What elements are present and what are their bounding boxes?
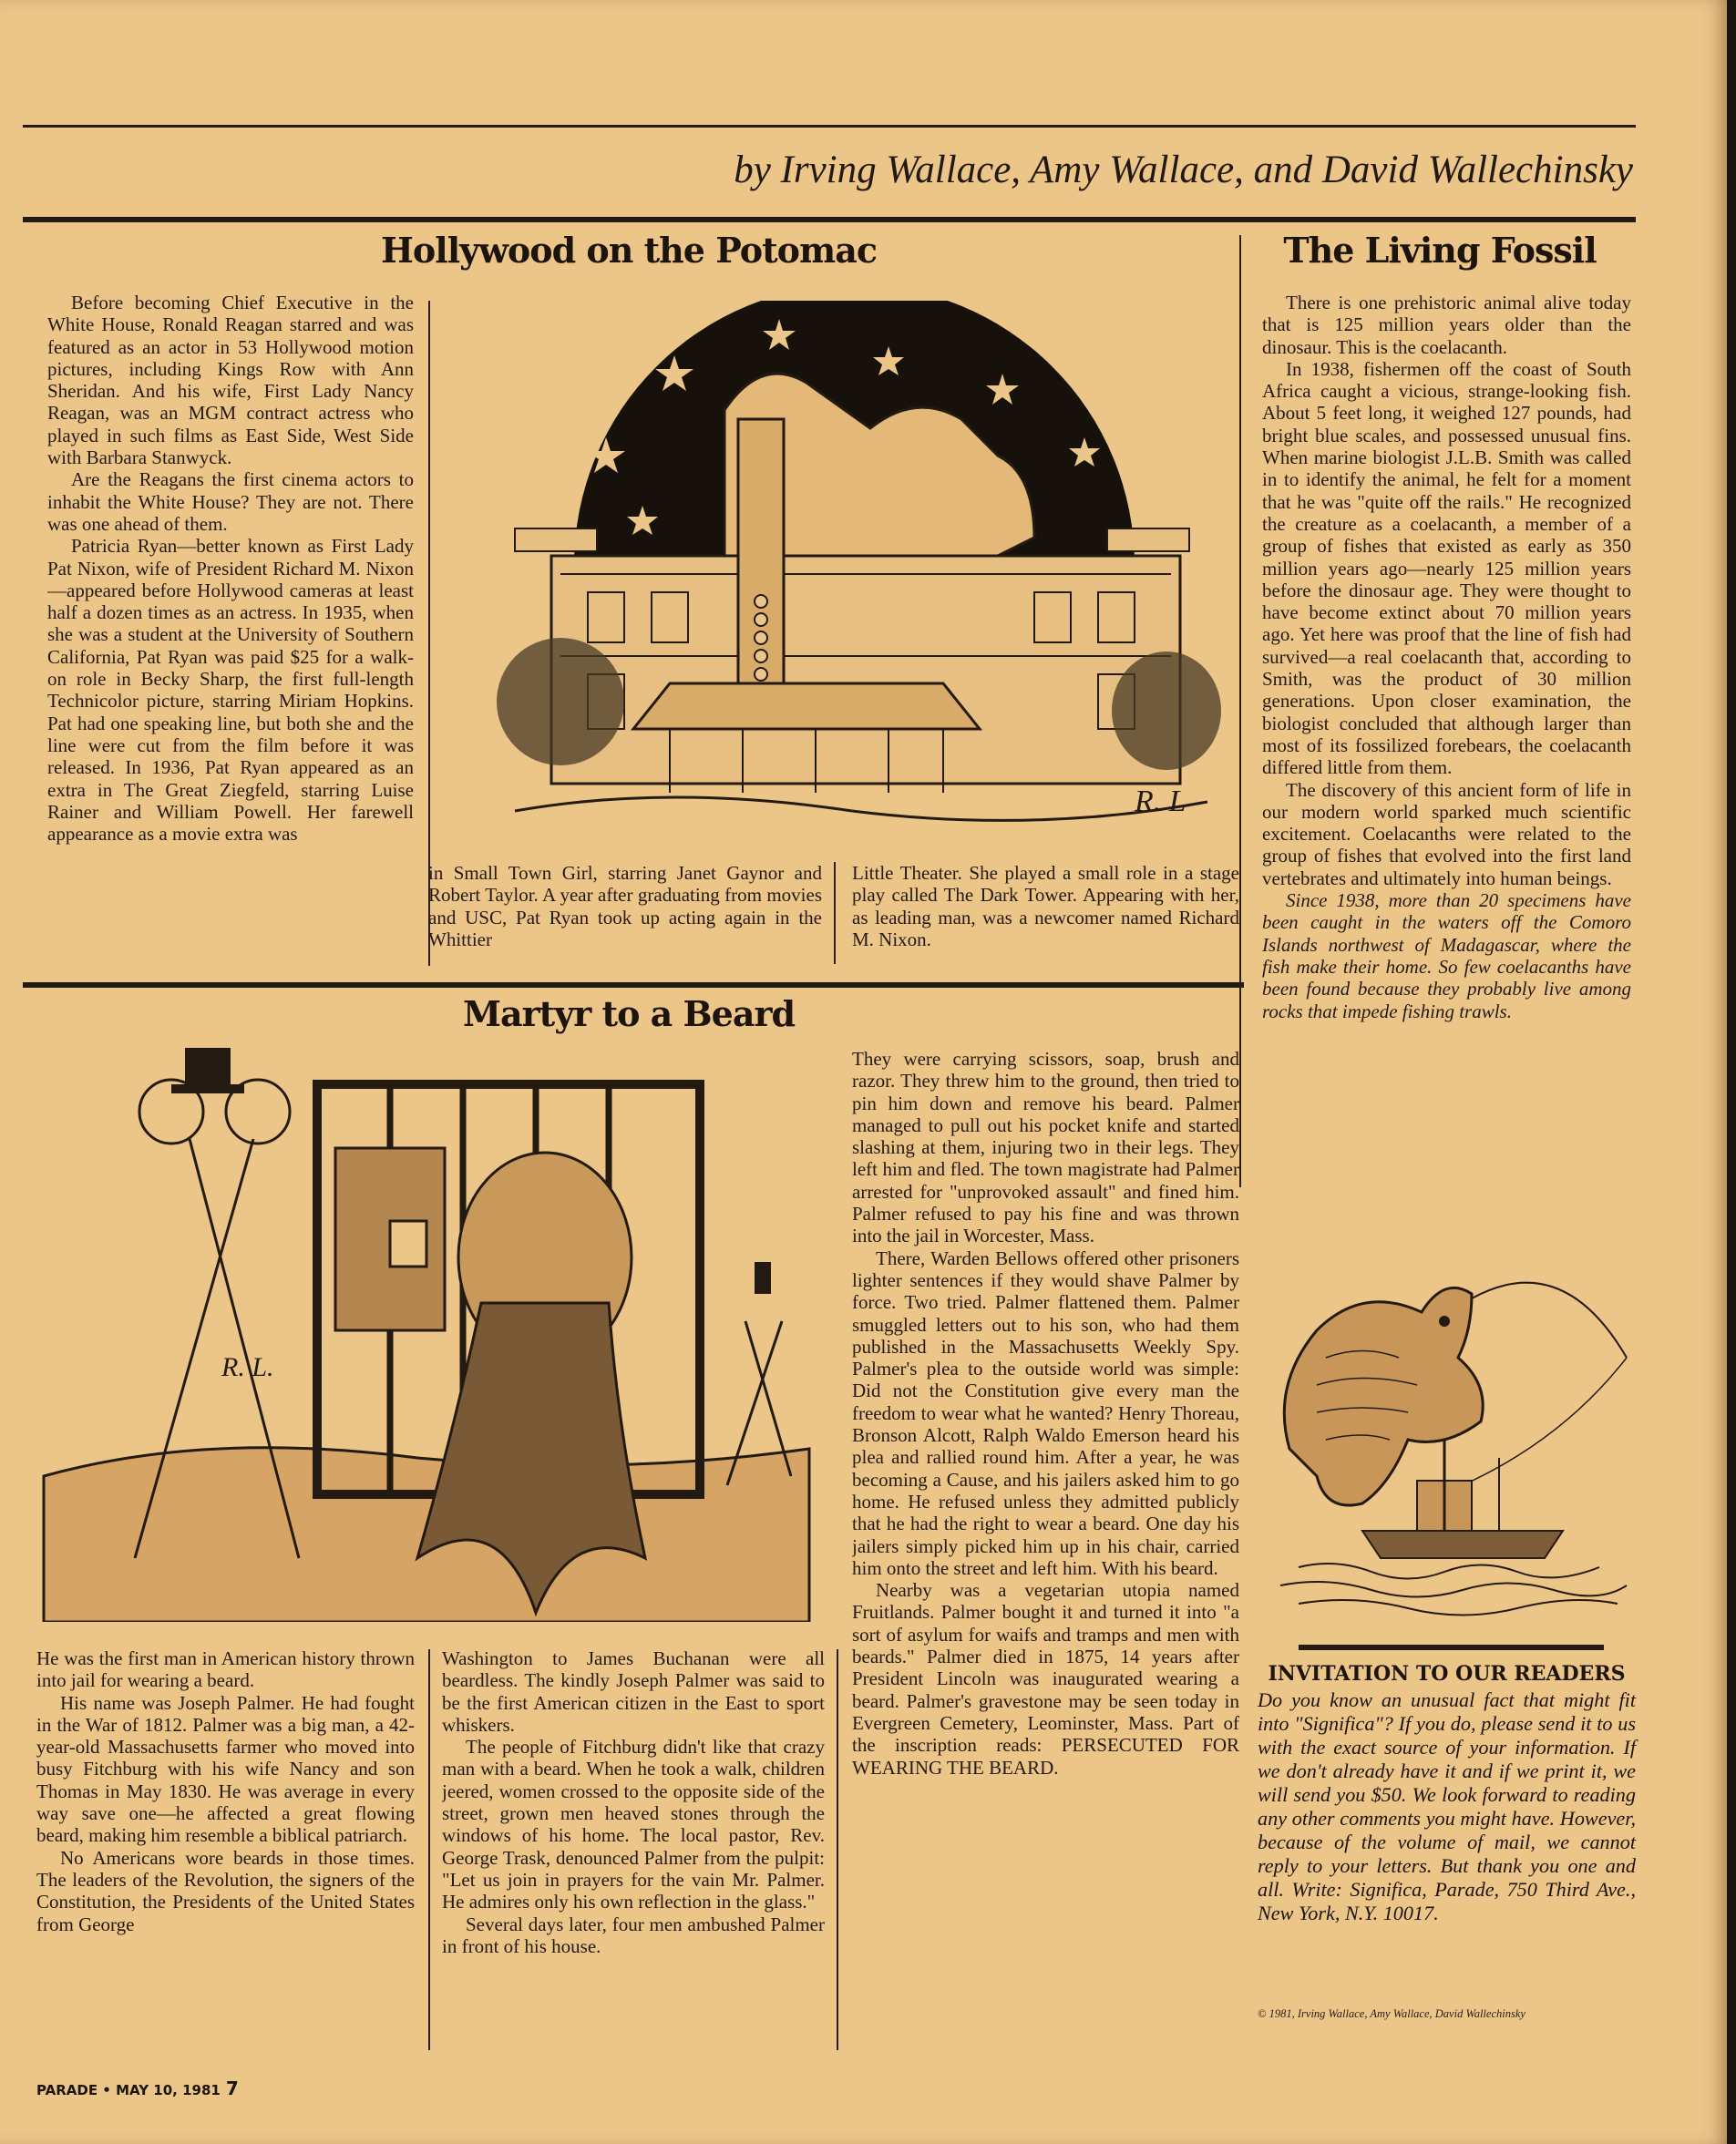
hollywood-p1: Before becoming Chief Executive in the White House, Ronald Reagan starred and was featured as an actor in 53 Hollywood motion pictures, including Kings Row with Ann Sheridan. And his wife, First Lady Nancy Reagan, was an MGM contract actress who played in such films as East Side, West Side with Barbara Stanwyck. — [47, 292, 414, 469]
beard-col1-p2: His name was Joseph Palmer. He had fought in the War of 1812. Palmer was a big man, a 42-year-old Massachusetts farmer who moved into busy Fitchburg with his wife Nancy and son Thomas in May 1830. He was average in every way save one—he affected a great flowing beard, making him resemble a biblical patriarch. — [36, 1691, 415, 1847]
fossil-divider — [1239, 235, 1241, 1187]
beard-right-p3: Nearby was a vegetarian utopia named Fruitlands. Palmer bought it and turned it into "a sort of asylum for waifs and tramps and men with beards." Palmer died in 1875, 14 years after President Lincoln was inaugurated wearing a beard. Palmer's gravestone may be seen today in Evergreen Cemetery, Leominster, Mass. Part of the inscription reads: PERSECUTED FOR WEARING THE BEARD. — [852, 1579, 1239, 1779]
hollywood-col3-text: Little Theater. She played a small role in a stage play called The Dark Tower. Appearing with her, as leading man, was a newcomer named Richard M. Nixon. — [852, 862, 1239, 950]
fossil-p3: The discovery of this ancient form of life in our modern world sparked much scientific excitement. Coelacanths were related to the group of fishes that evolved into the first land vertebrates and ultimately into human beings. — [1262, 778, 1631, 889]
byline: by Irving Wallace, Amy Wallace, and David Wallechinsky — [734, 149, 1633, 191]
beard-right-p1: They were carrying scissors, soap, brush and razor. They threw him to the ground, then tried to pin him down and remove his beard. Palmer managed to pull out his pocket knife and started slashing at them, injuring two in their legs. They left him and fled. The town magistrate had Palmer arrested for "unprovoked assault" and fined him. Palmer refused to pay his fine and was thrown into the jail in Worcester, Mass. — [852, 1048, 1239, 1247]
byline-rule — [23, 217, 1636, 222]
hollywood-art-signature: R. L — [1135, 785, 1186, 818]
hollywood-col2-text: in Small Town Girl, starring Janet Gaynor and Robert Taylor. A year after graduating from movies and USC, Pat Ryan took up acting again in the Whittier — [428, 862, 822, 950]
hollywood-col-1 — [47, 292, 414, 966]
invitation-title: INVITATION TO OUR READERS — [1268, 1662, 1626, 1686]
coelacanth-illustration — [1262, 1257, 1636, 1622]
fossil-p4: Since 1938, more than 20 specimens have been caught in the waters off the Comoro Islands northwest of Madagascar, where the fish make their home. So few coelacanths have been found because they probably live among rocks that impede fishing trawls. — [1262, 889, 1631, 1022]
top-rule — [23, 125, 1636, 128]
hollywood-p2: Are the Reagans the first cinema actors to inhabit the White House? They are not. There was one ahead of them. — [47, 468, 414, 535]
beard-col2-p2: The people of Fitchburg didn't like that crazy man with a beard. When he took a walk, children jeered, women crossed to the opposite side of the street, grown men heaved stones through the windows of his home. The local pastor, Rev. George Trask, denounced Palmer from the pulpit: "Let us join in prayers for the vain Mr. Palmer. He admires only his own reflection in the glass." — [442, 1736, 825, 1913]
beard-col2-p1: Washington to James Buchanan were all beardless. The kindly Joseph Palmer was said to be the first American citizen in the East to sport whiskers. — [442, 1647, 825, 1736]
page-footer — [36, 2077, 239, 2099]
hollywood-headline: Hollywood on the Potomac — [381, 230, 877, 271]
beard-col2-p3: Several days later, four men ambushed Palmer in front of his house. — [442, 1913, 825, 1957]
column-divider — [837, 1649, 838, 2050]
fossil-p1: There is one prehistoric animal alive today that is 125 million years older than the dinosaur. This is the coelacanth. — [1262, 292, 1631, 358]
white-house-theater-illustration — [488, 301, 1230, 834]
beard-col1-p1: He was the first man in American history thrown into jail for wearing a beard. — [36, 1647, 415, 1692]
page-number: 7 — [225, 2077, 239, 2099]
beard-headline: Martyr to a Beard — [462, 993, 796, 1034]
invitation-body: Do you know an unusual fact that might fit into "Significa"? If you do, please send it to us with the exact source of your information. If we don't already have it and if we print it, we will send you $50. We look forward to reading any other comments you might have. However, because of the volume of mail, we cannot reply to your letters. But thank you one and all. Write: Significa, Parade, 750 Third Ave., New York, N.Y. 10017. — [1258, 1688, 1636, 1924]
copyright-line: © 1981, Irving Wallace, Amy Wallace, David Wallechinsky — [1258, 2007, 1525, 2020]
fossil-column — [1262, 292, 1631, 1194]
beard-col-2 — [442, 1647, 825, 2048]
footer-label: PARADE • MAY 10, 1981 — [36, 2082, 221, 2098]
beard-col1-p3: No Americans wore beards in those times. The leaders of the Revolution, the signers of the Constitution, the Presidents of the United States from George — [36, 1846, 415, 1935]
section-rule — [23, 982, 1244, 988]
column-divider — [428, 1649, 430, 2050]
fossil-p2: In 1938, fishermen off the coast of South Africa caught a vicious, strange-looking fish. About 5 feet long, it weighed 127 pounds, had bright blue scales, and possessed unusual fins. When marine biologist J.L.B. Smith was called in to identify the animal, he felt for a moment that he was "quite off the rails." He recognized the creature as a coelacanth, a member of a group of fishes that existed as early as 350 million years ago—nearly 125 million years before the dinosaur age. They were thought to have become extinct about 70 million years ago. Yet here was proof that the line of fish had survived—a real coelacanth that, according to Smith, was the product of 30 million generations. Upon closer examination, the biologist concluded that although larger than most of its fossilized forebears, the coelacanth differed little from them. — [1262, 357, 1631, 779]
hollywood-col-3 — [852, 862, 1239, 967]
beard-right-p2: There, Warden Bellows offered other prisoners lighter sentences if they would shave Palmer by force. Two tried. Palmer flattened them. Palmer smuggled letters out to his son, who had them published in the Massachusetts Weekly Spy. Palmer's plea to the outside world was simple: Did not the Constitution give every man the freedom to wear what he wanted? Henry Thoreau, Bronson Alcott, Ralph Waldo Emerson heard his plea and rallied round him. After a year, he was becoming a Cause, and his jailers asked him to go home. He refused unless they admitted publicly that he had the right to wear a beard. One day his jailers simply picked him up in his chair, carried him onto the street and left him. With his beard. — [852, 1246, 1239, 1579]
beard-right-column — [852, 1048, 1239, 2046]
beard-art-signature: R. L. — [221, 1352, 274, 1382]
beard-col-1 — [36, 1647, 415, 2048]
fossil-headline: The Living Fossil — [1283, 230, 1597, 271]
hollywood-p3: Patricia Ryan—better known as First Lady Pat Nixon, wife of President Richard M. Nixon—appeared before Hollywood cameras at least half a dozen times as an actress. In 1935, when she was a student at the University of Southern California, Pat Ryan was paid $25 for a walk-on role in Becky Sharp, the first full-length Technicolor picture, starring Miriam Hopkins. Pat had one speaking line, but both she and the line were cut from the film before it was released. In 1936, Pat Ryan appeared as an extra in The Great Ziegfeld, starring Luise Rainer and William Powell. Her farewell appearance as a movie extra was — [47, 535, 414, 846]
beard-prison-illustration — [26, 1048, 818, 1622]
invitation-rule — [1299, 1645, 1604, 1650]
hollywood-col-2 — [428, 862, 822, 967]
column-divider — [834, 862, 836, 964]
